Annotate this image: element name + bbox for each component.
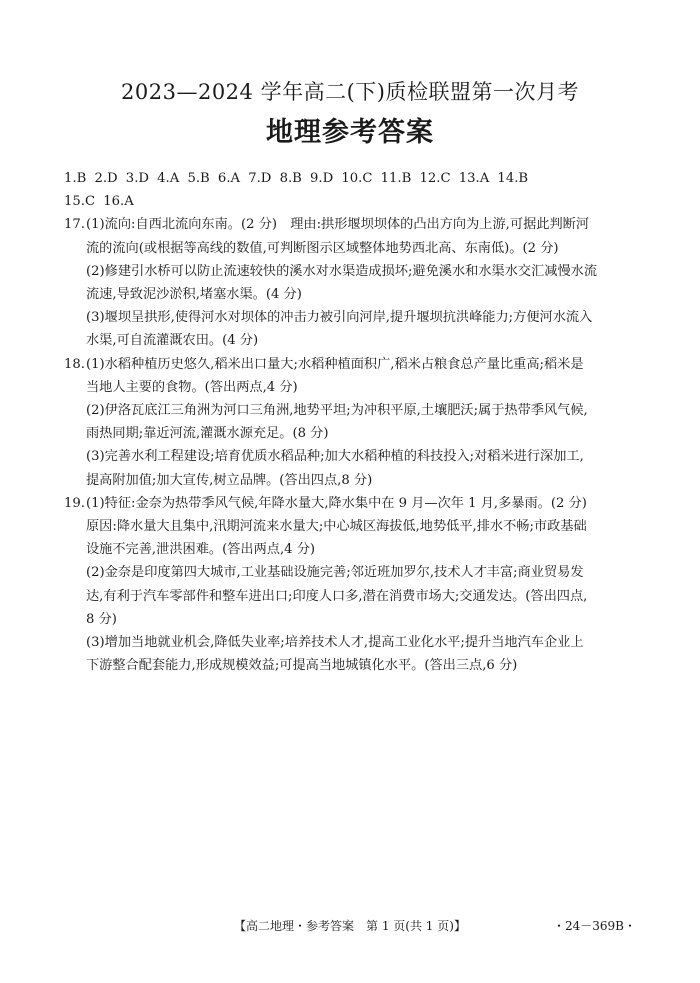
answer-line: 雨热同期;靠近河流,灌溉水源充足。(8 分)	[86, 426, 329, 442]
exam-title: 2023—2024 学年高二(下)质检联盟第一次月考	[121, 80, 579, 104]
question-number: 18.	[64, 356, 85, 372]
question-number: 19.	[64, 495, 85, 511]
question-18	[64, 353, 642, 492]
answer-line: 设施不完善,泄洪困难。(答出两点,4 分)	[86, 542, 316, 558]
answer-line: (2)修建引水桥可以防止流速较快的溪水对水渠造成损坏;避免溪水和水渠水交汇减慢水流	[86, 263, 598, 279]
answer-line: (2)伊洛瓦底江三角洲为河口三角洲,地势平坦;为冲积平原,土壤肥沃;属于热带季风气候,	[86, 403, 588, 419]
answer-line: (3)增加当地就业机会,降低失业率;培养技术人才,提高工业化水平;提升当地汽车企业上	[86, 635, 584, 651]
answer-line: 流的流向(或根据等高线的数值,可判断图示区域整体地势西北高、东南低)。(2 分)	[86, 240, 559, 256]
answer-line: 流速,导致泥沙淤积,堵塞水渠。(4 分)	[86, 287, 302, 303]
answer-line: (1)水稻种植历史悠久,稻米出口量大;水稻种植面积广,稻米占粮食总产量比重高;稻米是	[86, 356, 584, 372]
answer-line: (3)堰坝呈拱形,使得河水对坝体的冲击力被引向河岸,提升堰坝抗洪峰能力;方便河水流入	[86, 310, 593, 326]
question-19	[64, 492, 642, 678]
answer-line: (2)金奈是印度第四大城市,工业基础设施完善;邻近班加罗尔,技术人才丰富;商业贸易发	[86, 565, 584, 581]
answer-line: 8 分)	[86, 611, 117, 627]
answer-line: (1)特征:金奈为热带季风气候,年降水量大,降水集中在 9 月—次年 1 月,多暴雨。(2 分)	[86, 495, 587, 511]
answer-line: 原因:降水量大且集中,汛期河流来水量大;中心城区海拔低,地势低平,排水不畅;市政基础	[86, 519, 587, 535]
answer-line: 达,有利于汽车零部件和整车进出口;印度人口多,潜在消费市场大;交通发达。(答出四点,	[86, 588, 588, 604]
answer-line: (3)完善水利工程建设;培育优质水稻品种;加大水稻种植的科技投入;对稻米进行深加工,	[86, 449, 584, 465]
answer-line: 下游整合配套能力,形成规模效益;可提高当地城镇化水平。(答出三点,6 分)	[86, 658, 518, 674]
answer-line: 当地人主要的食物。(答出两点,4 分)	[86, 379, 298, 395]
choice-answers-line-1: 1.B 2.D 3.D 4.A 5.B 6.A 7.D 8.B 9.D 10.C 11.B 12.C 13.A 14.B	[64, 171, 529, 186]
answer-line: 水渠,可自流灌溉农田。(4 分)	[86, 333, 259, 349]
answer-content	[64, 167, 642, 677]
question-number: 17.	[64, 217, 85, 233]
document-title: 地理参考答案	[266, 117, 434, 148]
footer-page-info: 【高二地理・参考答案 第 1 页(共 1 页)】	[234, 919, 466, 933]
question-17	[64, 213, 642, 352]
answer-line: 提高附加值;加大宣传,树立品牌。(答出四点,8 分)	[86, 472, 373, 488]
choice-answers-line-2: 15.C 16.A	[64, 194, 134, 210]
footer-code: ・24－369B・	[553, 919, 636, 933]
answer-line: (1)流向:自西北流向东南。(2 分) 理由:拱形堰坝坝体的凸出方向为上游,可据此判断河	[86, 217, 590, 233]
